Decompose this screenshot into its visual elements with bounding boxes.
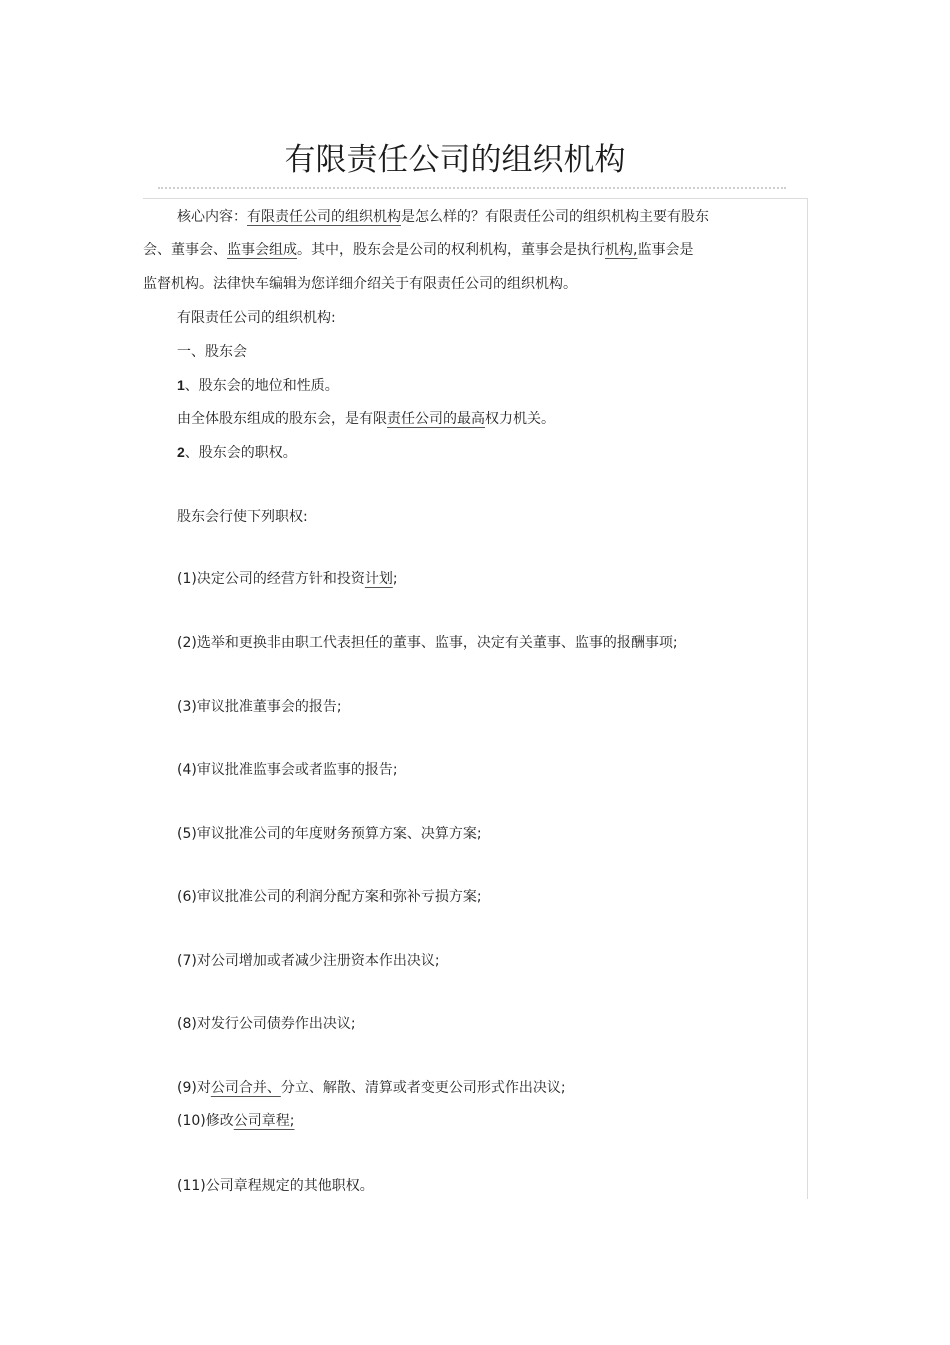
power-text: 审议批准公司的年度财务预算方案、决算方案; [196,826,482,842]
intro-line-3: 监督机构。法律快车编辑为您详细介绍关于有限责任公司的组织机构。 [143,276,577,292]
power-number: (6) [177,889,197,905]
power-number: (7) [177,953,197,969]
power-item-10 [177,1111,294,1131]
intro-text: 是怎么样的？有限责任公司的组织机构主要有股东 [401,209,709,225]
power-number: (3) [177,699,197,715]
power-item-9 [177,1078,566,1098]
document-title: 有限责任公司的组织机构 [284,142,626,178]
power-text: 决定公司的经营方针和投资 [196,571,365,587]
intro-text: 监事会是 [637,242,694,258]
power-text: 分立、解散、清算或者变更公司形式作出决议; [280,1080,566,1096]
power-link-articles[interactable]: 公司章程; [233,1113,295,1129]
power-text: 修改 [205,1113,234,1129]
power-item-11 [177,1176,374,1196]
power-item-2 [177,633,678,653]
intro-label: 核心内容： [177,209,247,225]
power-number: (1) [177,571,197,587]
intro-text: 会、董事会、 [143,242,227,258]
item-number: 1 [177,377,185,393]
body-text: 权力机关。 [485,411,555,427]
intro-line-2 [143,240,693,260]
power-number: (4) [177,762,197,778]
power-number: (10) [177,1113,206,1129]
power-item-5 [177,824,482,844]
item-1-body [177,409,555,429]
body-link-highest[interactable]: 责任公司的最高 [387,411,485,427]
intro-line-1 [177,207,709,227]
power-text: 选举和更换非由职工代表担任的董事、监事，决定有关董事、监事的报酬事项; [196,635,678,651]
power-link-merger[interactable]: 公司合并、 [210,1080,281,1096]
intro-link-company-structure[interactable]: 有限责任公司的组织机构 [247,209,401,225]
power-item-1 [177,569,398,589]
power-number: (5) [177,826,197,842]
power-number: (9) [177,1080,197,1096]
power-item-4 [177,760,398,780]
power-text: 对公司增加或者减少注册资本作出决议; [196,953,440,969]
item-text: 、股东会的职权。 [184,445,297,461]
part-heading-shareholders-meeting: 一、股东会 [177,344,247,360]
power-text: 对发行公司债券作出决议; [196,1016,356,1032]
intro-link-institution[interactable]: 机构, [605,242,638,258]
body-text: 由全体股东组成的股东会，是有限 [177,411,387,427]
power-number: (11) [177,1178,206,1194]
power-text: ; [392,571,398,587]
power-item-8 [177,1014,356,1034]
power-item-7 [177,951,440,971]
intro-link-supervisory-board[interactable]: 监事会组成 [227,242,297,258]
power-text: 审议批准董事会的报告; [196,699,342,715]
title-divider [158,187,786,189]
item-1-heading [177,375,339,396]
item-number: 2 [177,444,185,460]
power-item-6 [177,887,482,907]
power-number: (2) [177,635,197,651]
power-item-3 [177,697,342,717]
item-text: 、股东会的地位和性质。 [184,378,339,394]
section-heading: 有限责任公司的组织机构: [177,310,336,326]
power-text: 审议批准公司的利润分配方案和弥补亏损方案; [196,889,482,905]
power-link-plan[interactable]: 计划 [364,571,393,587]
item-2-heading [177,442,297,463]
power-text: 审议批准监事会或者监事的报告; [196,762,398,778]
intro-text: 。其中，股东会是公司的权利机构，董事会是执行 [297,242,605,258]
power-number: (8) [177,1016,197,1032]
power-text: 对 [196,1080,211,1096]
power-text: 公司章程规定的其他职权。 [205,1178,374,1194]
powers-intro: 股东会行使下列职权: [177,509,308,525]
